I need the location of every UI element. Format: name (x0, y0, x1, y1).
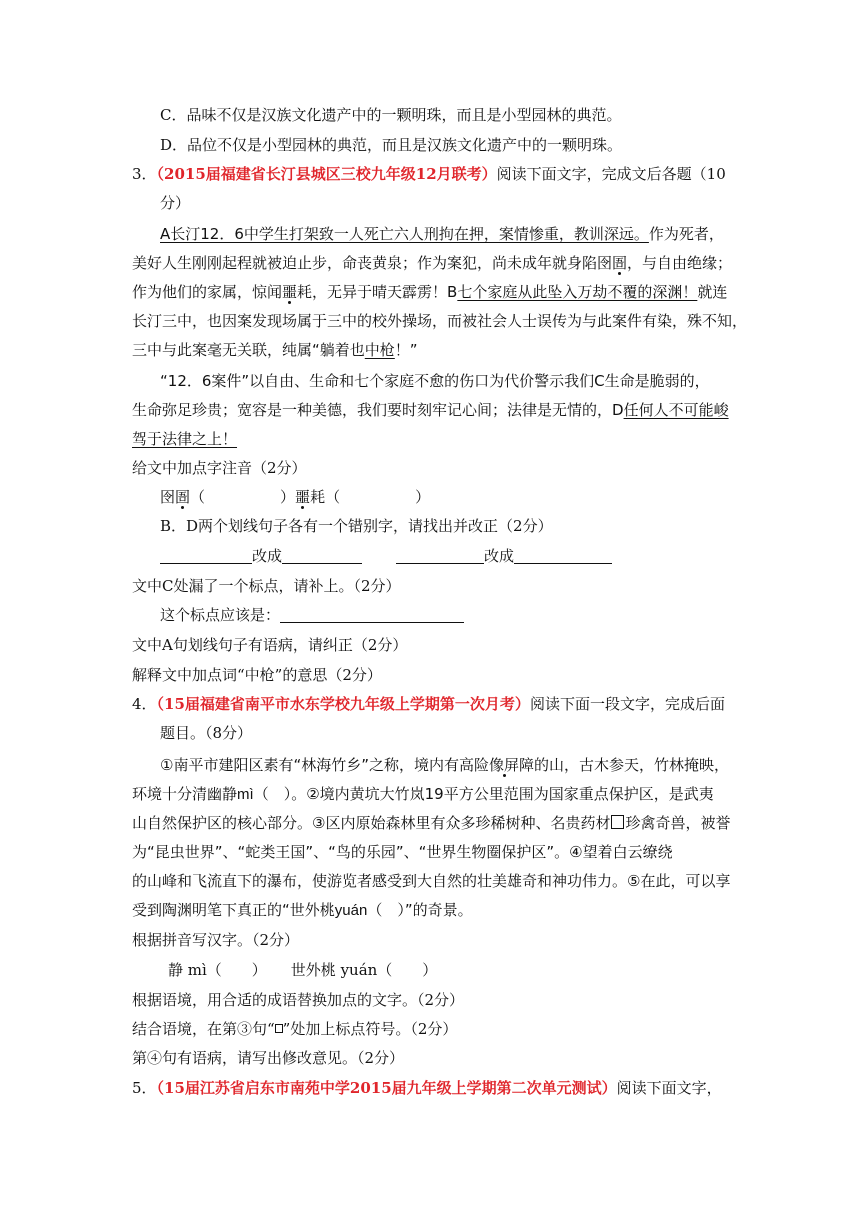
passage-text: 环境十分清幽静 (132, 785, 238, 803)
passage-text: 三中与此案毫无关联，纯属“躺着也 (132, 341, 365, 359)
question-instruction: 阅读下面文字，完成文后各题（10 (496, 165, 726, 183)
passage-line (132, 808, 860, 838)
passage-line (132, 277, 860, 307)
passage-text: 山自然保护区的核心部分。③区内原始森林里有众多珍稀树种、名贵药材 (132, 814, 611, 832)
question-instruction-cont: 题目。（8分） (160, 724, 253, 742)
answer-blank[interactable]: 静 mì（ ） (168, 961, 267, 979)
passage-text: 山，古木参天，竹林掩映， (549, 756, 730, 774)
passage-text: 珍禽奇兽，被誉 (625, 814, 731, 832)
passage-line: 为“昆虫世界”、“蛇类王国”、“鸟的乐园”、“世界生物圈保护区”。④望着白云缭绕 (132, 843, 673, 861)
underlined-sentence-d-cont: 驾于法律之上！ (132, 430, 238, 448)
answer-blank[interactable] (282, 547, 362, 564)
passage-text: ！” (394, 341, 418, 359)
question-5-header (132, 1073, 832, 1103)
pinyin: yuán (334, 902, 368, 919)
passage-line: 的山峰和飞流直下的瀑布，使游览者感受到大自然的壮美雄奇和神功伟力。⑤在此，可以享 (132, 872, 731, 890)
passage-line (132, 779, 860, 809)
passage-line (132, 335, 860, 365)
dotted-char: 噩 (282, 283, 298, 301)
punctuation-box (275, 1024, 283, 1033)
passage-text: 美好人生刚刚起程就被迫止步，命丧黄泉；作为案犯，尚未成年就身陷囹 (132, 254, 613, 272)
passage-text: 囹 (160, 488, 176, 506)
passage-text: ①南平市建阳区素有“林海竹乡”之称，境内有 (160, 756, 459, 774)
underlined-sentence-d: 任何人不可能峻 (623, 401, 729, 419)
answer-blank[interactable] (160, 547, 252, 564)
question-number: 3． (132, 165, 157, 183)
passage-line (132, 424, 860, 454)
pinyin-answer-line (168, 955, 860, 985)
underlined-sentence-b: 七个家庭从此坠入万劫不覆的深渊！ (457, 283, 698, 301)
passage-text: 就连 (697, 283, 728, 301)
passage-text: 作为死者， (648, 225, 724, 243)
question-instruction: 阅读下面一段文字，完成后面 (529, 695, 725, 713)
passage-text: 受到陶渊明笔下真正的“世外桃 (132, 901, 335, 919)
passage-text: ”处加上标点符号。（2分） (282, 1020, 458, 1038)
passage-line: “12．6案件”以自由、生命和七个家庭不愈的伤口为代价警示我们C生命是脆弱的， (160, 372, 710, 390)
correction-line (160, 541, 860, 571)
punctuation-answer-line (160, 600, 860, 630)
answer-blank[interactable] (280, 606, 464, 623)
underlined-sentence-a: A长汀12．6中学生打架致一人死亡六人刑拘在押，案情惨重，教训深远。 (160, 225, 649, 243)
passage-text: （ ）”的奇景。 (367, 901, 473, 919)
label-change: 改成 (484, 547, 515, 565)
answer-blank[interactable]: （ ） (325, 488, 431, 506)
sub-question-2: B．D两个划线句子各有一个错别字，请找出并改正（2分） (160, 517, 553, 535)
answer-blank[interactable]: （ ） (190, 488, 296, 506)
passage-text: 耗，无异于晴天霹雳！B (297, 283, 458, 301)
sub-question-2: 根据语境，用合适的成语替换加点的文字。（2分） (132, 991, 465, 1009)
punctuation-box (611, 815, 624, 829)
passage-line (132, 248, 860, 278)
pinyin: mì (237, 786, 254, 803)
answer-blank[interactable] (396, 547, 484, 564)
sub-question-3: 文中C处漏了一个标点，请补上。（2分） (132, 577, 401, 595)
option-d: D．品位不仅是小型园林的典范，而且是汉族文化遗产中的一颗明珠。 (160, 136, 623, 154)
question-number: 4． (132, 695, 157, 713)
question-instruction-cont: 分） (160, 194, 191, 212)
dotted-char: 噩 (295, 488, 311, 506)
answer-blank[interactable]: 世外桃 yuán（ ） (290, 961, 438, 979)
passage-line: 长汀三中，也因案发现场属于三中的校外操场，而被社会人士误传为与此案件有染，殊不知， (132, 312, 748, 330)
question-3-header (132, 159, 832, 189)
question-source: （2015届福建省长汀县城区三校九年级12月联考） (156, 165, 497, 183)
dotted-char: 圄 (175, 488, 191, 506)
dotted-phrase: 高险像屏障的 (459, 756, 550, 774)
answer-label: 这个标点应该是： (160, 606, 281, 624)
sub-question-1: 根据拼音写汉字。（2分） (132, 931, 300, 949)
passage-text: 生命弥足珍贵；宽容是一种美德，我们要时刻牢记心间；法律是无情的，D (132, 401, 624, 419)
question-source: （15届福建省南平市水东学校九年级上学期第一次月考） (156, 695, 530, 713)
label-change: 改成 (252, 547, 283, 565)
question-source: （15届江苏省启东市南苑中学2015届九年级上学期第二次单元测试） (156, 1079, 617, 1097)
passage-text: 结合语境，在第③句“ (132, 1020, 275, 1038)
sub-question-1: 给文中加点字注音（2分） (132, 459, 307, 477)
passage-text: 作为他们的家属，惊闻 (132, 283, 283, 301)
passage-text: ，与自由绝缘； (627, 254, 733, 272)
passage-line (132, 395, 860, 425)
passage-text: 耗 (310, 488, 326, 506)
question-4-header (132, 689, 832, 719)
question-number: 5． (132, 1079, 157, 1097)
sub-question-4: 文中A句划线句子有语病，请纠正（2分） (132, 636, 408, 654)
answer-blank[interactable] (514, 547, 612, 564)
passage-line (160, 750, 860, 780)
sub-question-4: 第④句有语病，请写出修改意见。（2分） (132, 1049, 405, 1067)
underlined-word-zhongqiang: 中枪 (364, 341, 395, 359)
dotted-char: 圄 (612, 254, 628, 272)
passage-line (160, 219, 860, 249)
option-c: C．品味不仅是汉族文化遗产中的一颗明珠，而且是小型园林的典范。 (160, 106, 622, 124)
sub-question-5: 解释文中加点词“中枪”的意思（2分） (132, 666, 382, 684)
sub-question-3 (132, 1014, 860, 1044)
question-instruction: 阅读下面文字， (616, 1079, 722, 1097)
pinyin-answer-line (160, 482, 860, 512)
passage-line (132, 895, 860, 925)
passage-text: （ ）。②境内黄坑大竹岚19平方公里范围为国家重点保护区，是武夷 (253, 785, 714, 803)
